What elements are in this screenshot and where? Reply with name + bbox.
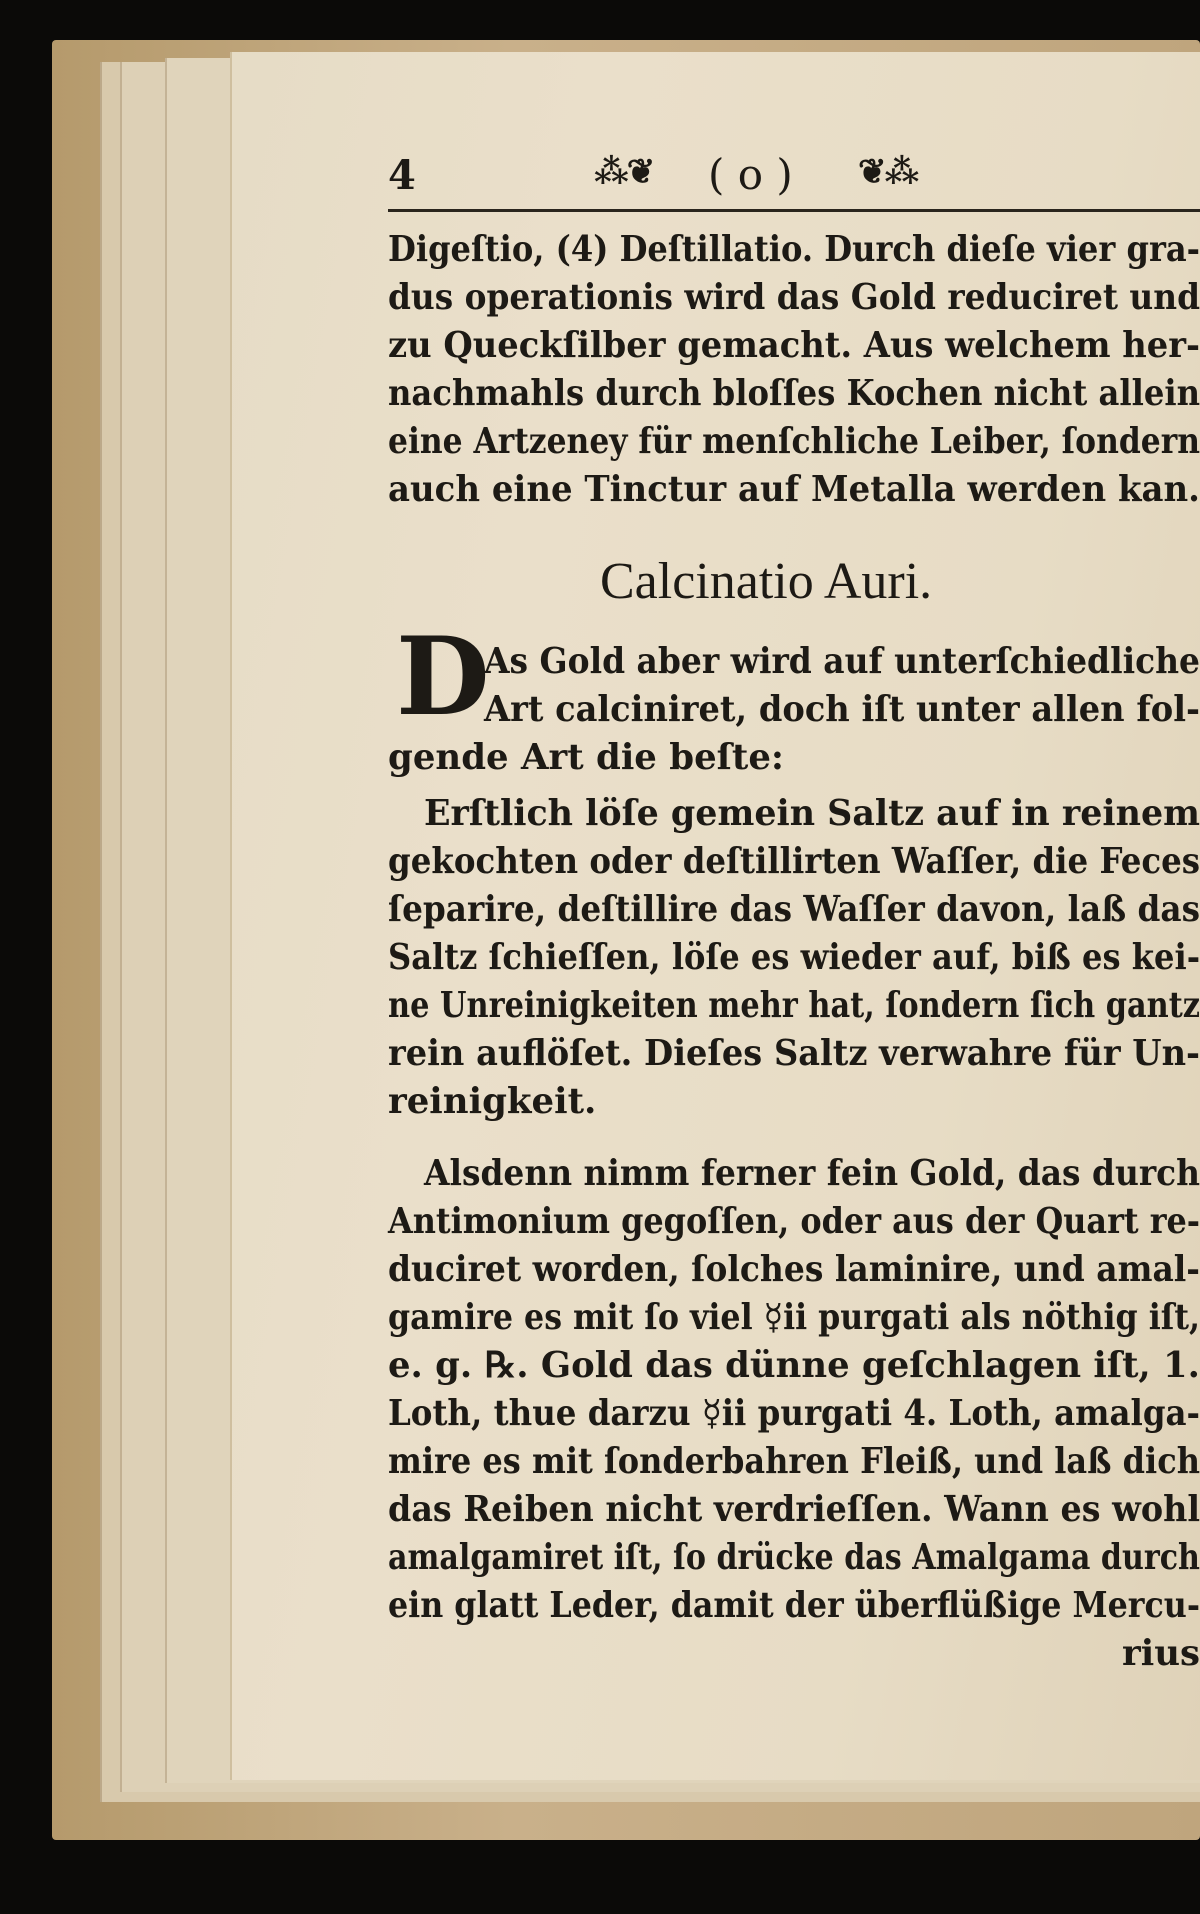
text-line: Art calciniret, doch iſt unter allen fol- (484, 689, 1200, 730)
text-line: Erſtlich löſe gemein Saltz auf in reinem (424, 793, 1200, 834)
section-heading: Calcinatio Auri. (600, 553, 933, 610)
text-line: das Reiben nicht verdrieſſen. Wann es wohl (388, 1489, 1200, 1530)
text-line: ne Unreinigkeiten mehr hat, ſondern ſich gantz (388, 985, 1200, 1026)
text-line: rein auflöſet. Dieſes Saltz verwahre für Un- (388, 1033, 1200, 1074)
header-rule (388, 209, 1200, 212)
text-line: Loth, thue darzu ☿ii purgati 4. Loth, amalga- (388, 1393, 1200, 1434)
text-line: e. g. ℞. Gold das dünne geſchlagen iſt, 1. (388, 1345, 1200, 1386)
page-number: 4 (388, 152, 416, 199)
text-line: zu Queckſilber gemacht. Aus welchem her- (388, 325, 1200, 366)
drop-cap-letter: D (396, 614, 490, 740)
text-line: Digeſtio, (4) Deſtillatio. Durch dieſe vier gra- (388, 229, 1200, 270)
header-center-mark: ( o ) (708, 150, 793, 199)
text-line: ſeparire, deſtillire das Waſſer davon, laß das (388, 889, 1200, 930)
text-line: ein glatt Leder, damit der überflüßige Mercu- (388, 1585, 1200, 1626)
paragraph-calcination (388, 638, 1200, 782)
text-line: dus operationis wird das Gold reduciret und (388, 277, 1200, 318)
ornament-right-icon: ❦⁂ (858, 152, 918, 192)
text-line: mire es mit ſonderbahren Fleiß, und laß dich (388, 1441, 1200, 1482)
text-line: auch eine Tinctur auf Metalla werden kan. (388, 469, 1200, 510)
text-line: As Gold aber wird auf unterſchiedliche (484, 641, 1200, 682)
text-line: amalgamiret iſt, ſo drücke das Amalgama durch (388, 1537, 1200, 1578)
text-line: gekochten oder deſtillirten Waſſer, die Feces (388, 841, 1200, 882)
text-line: duciret worden, ſolches laminire, und amal- (388, 1249, 1200, 1290)
text-line: Alsdenn nimm ferner fein Gold, das durch (424, 1153, 1200, 1194)
text-line: Antimonium gegoſſen, oder aus der Quart re- (388, 1201, 1200, 1242)
paragraph-intro (388, 226, 1200, 514)
text-line: gamire es mit ſo viel ☿ii purgati als nöthig iſt, (388, 1297, 1200, 1338)
paragraph-salt (388, 790, 1200, 1126)
catchword: rius (1122, 1633, 1200, 1674)
text-line: reinigkeit. (388, 1081, 597, 1122)
text-line: gende Art die beſte: (388, 737, 785, 778)
text-line: Saltz ſchieſſen, löſe es wieder auf, biß es kei- (388, 937, 1200, 978)
ornament-left-icon: ⁂❦ (594, 152, 654, 192)
text-line: eine Artzeney für menſchliche Leiber, ſondern (388, 421, 1200, 462)
paragraph-gold (388, 1150, 1200, 1678)
running-header (388, 142, 1200, 202)
text-line: nachmahls durch bloſſes Kochen nicht allein (388, 373, 1200, 414)
